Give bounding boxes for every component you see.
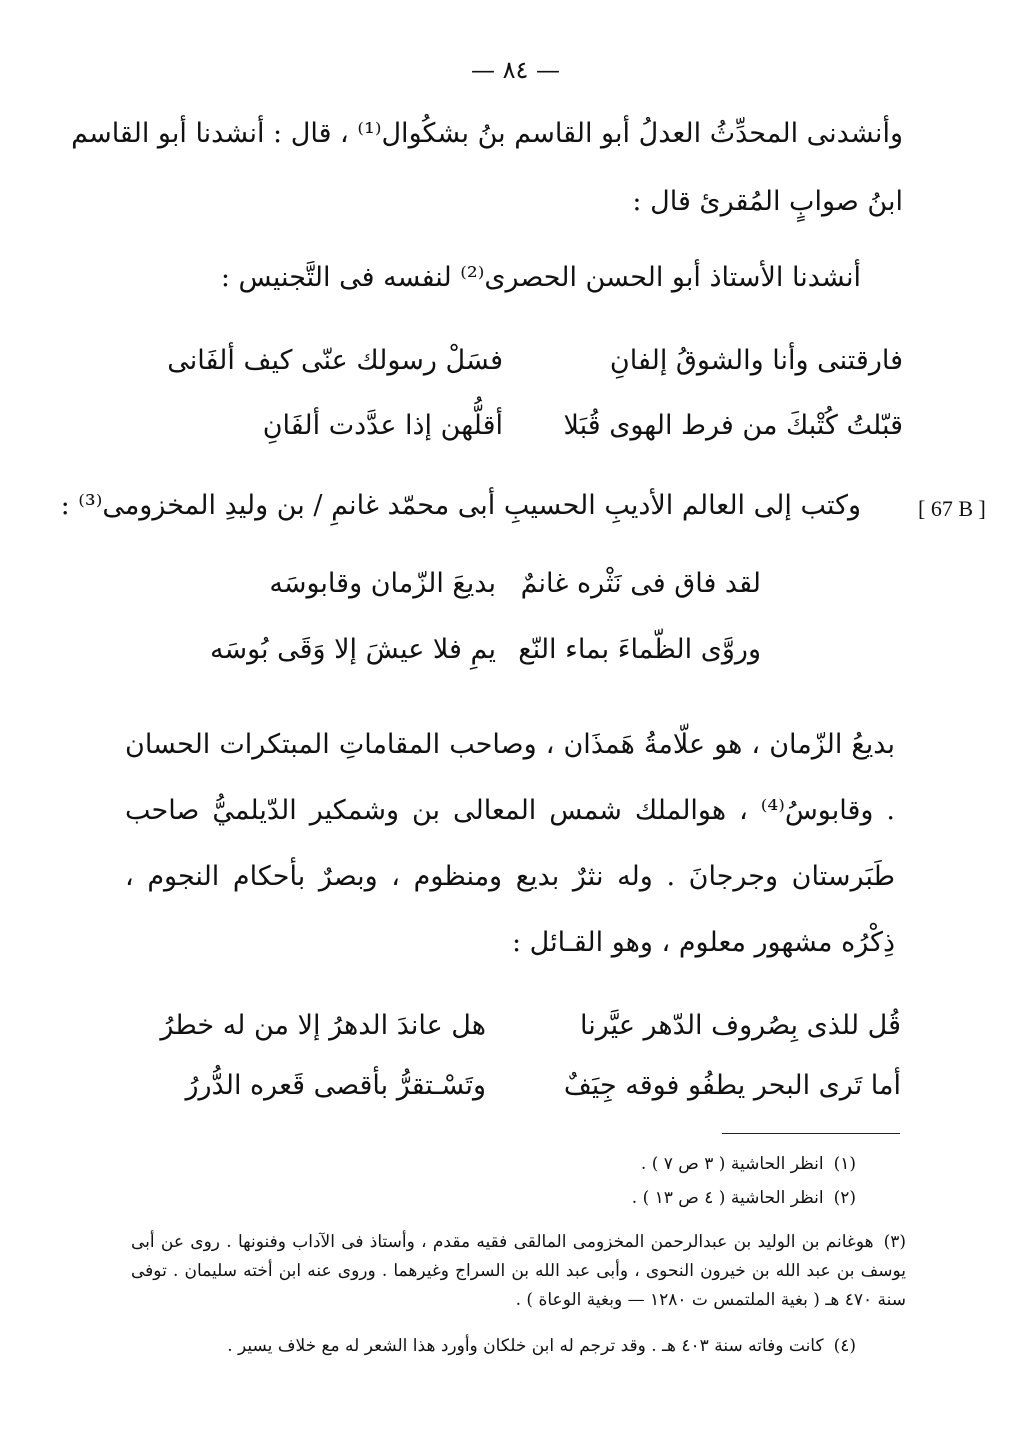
footnote-text: هوغانم بن الوليد بن عبدالرحمن المخزومى المالقى فقيه مقدم ، وأستاذ فى الآداب وفنونها . روى عن أبى يوسف بن عبد الله بن خيرون النحوى ، وأبى عبد الله بن السراج وغيرهما . وروى عنه ابن أخته سليمان . توفى سنة ٤٧٠ هـ ( بغية الملتمس ت ١٢٨٠ — وبغية الوعاة ) . xyxy=(131,1232,906,1310)
verse1-hemistich-right: فارقتنى وأنا والشوقُ إلفانِ xyxy=(609,345,903,376)
verse2-hemistich-left: بديعَ الزّمان وقابوسَه xyxy=(269,568,496,599)
verse3-hemistich-left: وتَسْـتقرُّ بأقصى قَعره الدُّررُ xyxy=(185,1070,486,1101)
verse2-hemistich-right: لقد فاق فى نَثْره غانمٌ xyxy=(520,568,761,599)
verse3-hemistich-right: أما تَرى البحر يطفُو فوقه جِيَفٌ xyxy=(563,1070,901,1101)
footnote-number: (٣) xyxy=(883,1232,906,1252)
margin-reference: [ 67 B ] xyxy=(918,496,986,521)
footnote-4 xyxy=(136,1332,856,1361)
verse2-hemistich-right: وروَّى الظّماءَ بماء النّع xyxy=(518,634,761,665)
footnote-3 xyxy=(131,1228,906,1315)
paragraph2: وكتب إلى العالم الأديبِ الحسيبِ أبى محمّد غانمِ / بن وليدِ المخزومى⁽³⁾ : xyxy=(60,490,861,521)
paragraph3: بديعُ الزّمان ، هو علّامةُ هَمذَان ، وصاحب المقاماتِ المبتكرات الحسان . وقابوسُ⁽⁴⁾ ، هوالملك شمس المعالى بن وشمكير الدّيلميُّ صاحب طَبَرستان وجرجانَ . وله نثرٌ بديع ومنظوم ، وبصرٌ بأحكام النجوم ، ذِكْرُه مشهور معلوم ، وهو القـائل : xyxy=(125,729,895,958)
footnote-2 xyxy=(136,1184,856,1213)
paragraph1-line3: أنشدنا الأستاذ أبو الحسن الحصرى⁽²⁾ لنفسه فى التَّجنيس : xyxy=(220,262,861,293)
paragraph1-line2: ابنُ صوابٍ المُقرئ قال : xyxy=(632,186,903,217)
footnote-separator xyxy=(722,1133,900,1134)
paragraph1-line1: وأنشدنى المحدِّثُ العدلُ أبو القاسم بنُ بشكُوال⁽¹⁾ ، قال : أنشدنا أبو القاسم xyxy=(71,118,903,149)
verse2-hemistich-left: يمِ فلا عيشَ إلا وَقَى بُوسَه xyxy=(209,634,496,665)
footnote-text: انظر الحاشية ( ٤ ص ١٣ ) . xyxy=(631,1188,824,1208)
footnote-1 xyxy=(136,1150,856,1179)
footnote-text: انظر الحاشية ( ٣ ص ٧ ) . xyxy=(640,1154,824,1174)
verse1-hemistich-right: قبّلتُ كُتْبكَ من فرط الهوى قُبَلا xyxy=(563,410,903,441)
footnote-number: (٢) xyxy=(833,1188,856,1208)
verse1-hemistich-left: فسَلْ رسولك عنّى كيف ألفَانى xyxy=(167,345,503,376)
verse3-hemistich-left: هل عاندَ الدهرُ إلا من له خطرُ xyxy=(160,1010,486,1041)
verse1-hemistich-left: أقلُّهن إذا عدَّدت ألفَانِ xyxy=(262,410,503,441)
page-number: — ٨٤ — xyxy=(470,56,561,84)
footnote-text: كانت وفاته سنة ٤٠٣ هـ . وقد ترجم له ابن خلكان وأورد هذا الشعر له مع خلاف يسير . xyxy=(227,1336,824,1356)
footnote-number: (١) xyxy=(833,1154,856,1174)
footnote-number: (٤) xyxy=(833,1336,856,1356)
verse3-hemistich-right: قُل للذى بِصُروف الدّهر عيَّرنا xyxy=(580,1010,901,1041)
